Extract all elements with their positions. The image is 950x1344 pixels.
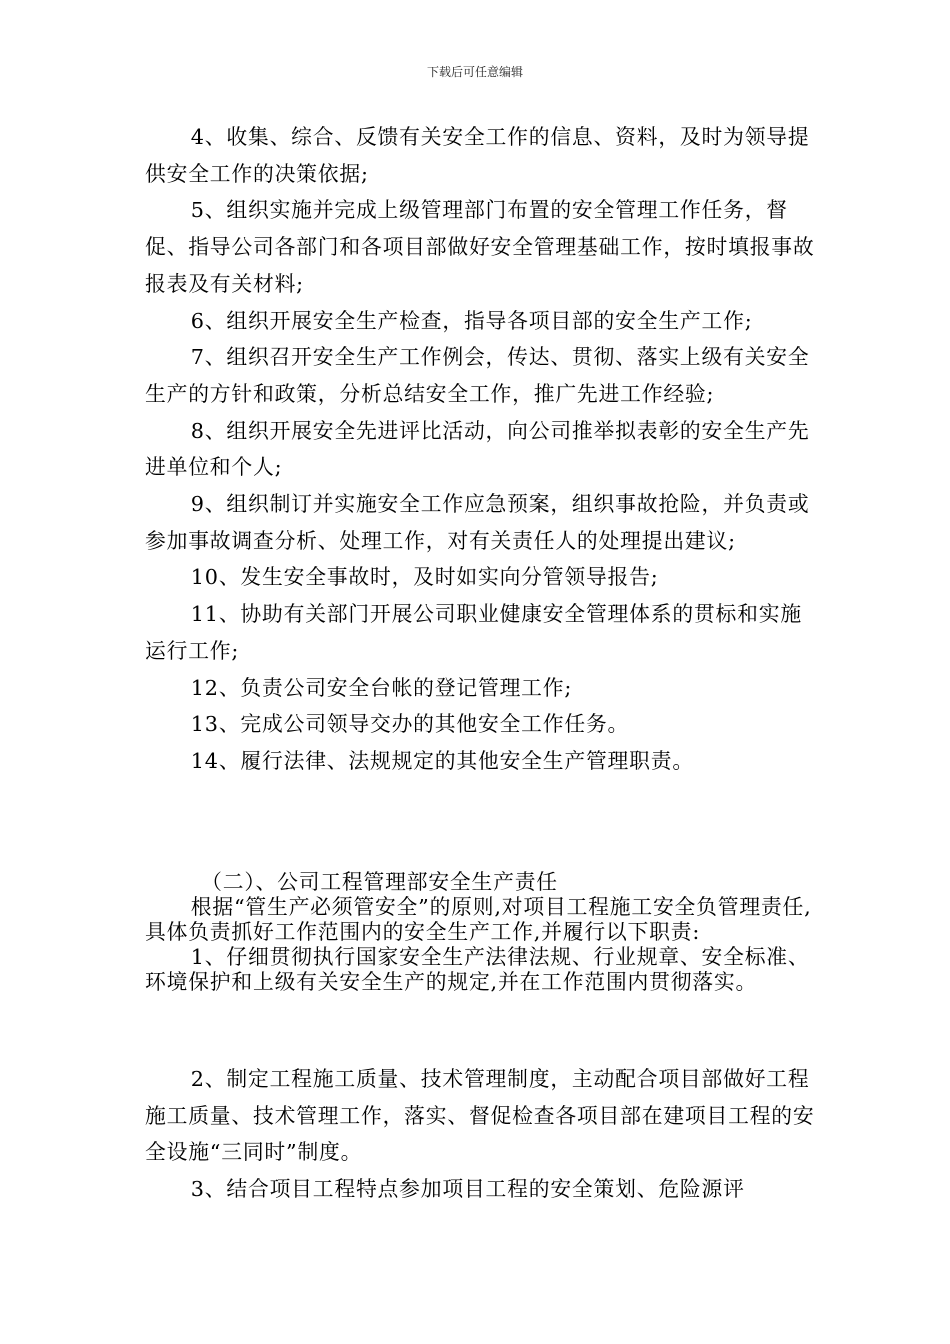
engineering-duty-list xyxy=(145,1061,820,1207)
duty-item-4: 4、收集、综合、反馈有关安全工作的信息、资料，及时为领导提供安全工作的决策依据; xyxy=(145,125,810,186)
engineering-dept-section xyxy=(145,870,820,995)
engineering-duty-item-2: 2、制定工程施工质量、技术管理制度，主动配合项目部做好工程施工质量、技术管理工作，落实、督促检查各项目部在建项目工程的安全设施“三同时”制度。 xyxy=(145,1067,815,1164)
engineering-duty-item-1: 1、仔细贯彻执行国家安全生产法律法规、行业规章、安全标准、环境保护和上级有关安全生产的规定,并在工作范围内贯彻落实。 xyxy=(145,945,810,994)
engineering-duty-item-3: 3、结合项目工程特点参加项目工程的安全策划、危险源评 xyxy=(190,1176,745,1201)
duty-item-5: 5、组织实施并完成上级管理部门布置的安全管理工作任务，督促、指导公司各部门和各项目部做好安全管理基础工作，按时填报事故报表及有关材料; xyxy=(145,198,815,296)
page-header-note: 下载后可任意编辑 xyxy=(426,65,523,79)
duty-item-14: 14、履行法律、法规规定的其他安全生产管理职责。 xyxy=(190,748,694,773)
duty-item-12: 12、负责公司安全台帐的登记管理工作; xyxy=(190,675,573,700)
duty-item-8: 8、组织开展安全先进评比活动，向公司推举拟表彰的安全生产先进单位和个人; xyxy=(145,418,810,480)
duty-item-7: 7、组织召开安全生产工作例会，传达、贯彻、落实上级有关安全生产的方针和政策，分析总结安全工作，推广先进工作经验; xyxy=(145,345,810,406)
duty-item-6: 6、组织开展安全生产检查，指导各项目部的安全生产工作; xyxy=(190,308,753,333)
section-intro: 根据“管生产必须管安全”的原则,对项目工程施工安全负管理责任,具体负责抓好工作范围内的安全生产工作,并履行以下职责: xyxy=(145,895,812,944)
section-heading: （二）、公司工程管理部安全生产责任 xyxy=(201,870,558,894)
duty-item-13: 13、完成公司领导交办的其他安全工作任务。 xyxy=(190,712,630,737)
duty-list-safety-dept xyxy=(145,119,820,780)
duty-item-9: 9、组织制订并实施安全工作应急预案，组织事故抢险，并负责或参加事故调查分析、处理工作，对有关责任人的处理提出建议; xyxy=(145,492,810,553)
duty-item-10: 10、发生安全事故时，及时如实向分管领导报告; xyxy=(190,565,659,590)
duty-item-11: 11、协助有关部门开展公司职业健康安全管理体系的贯标和实施运行工作; xyxy=(145,602,802,663)
